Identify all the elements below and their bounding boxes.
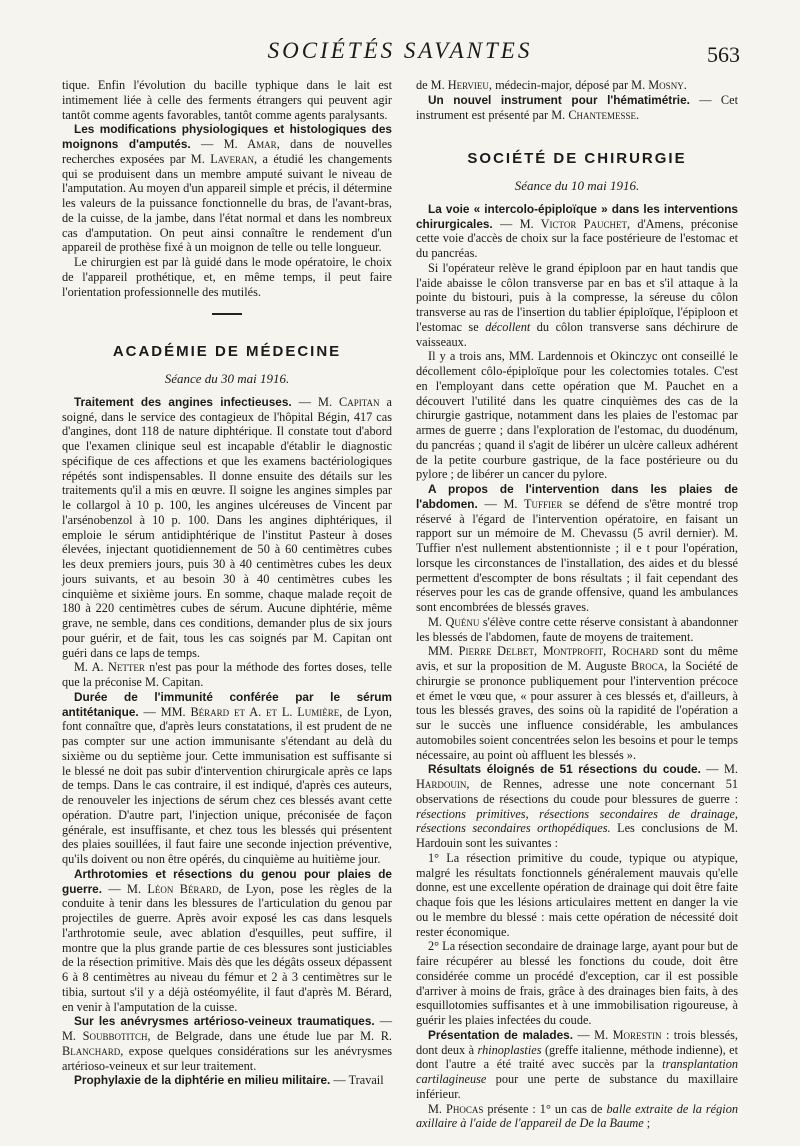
text: . <box>683 78 687 92</box>
paragraph-title: A propos de l'intervention dans les plaies de l'abdomen. <box>416 482 738 511</box>
paragraph: Le chirurgien est par là guidé dans le mode opératoire, le choix de l'appareil prothétique, et, en même temps, il peut faire l'orientation professionnelle des mutilés. <box>62 255 392 299</box>
emphasis: résections primitives, résections secondaires de drainage, résections secondaires orthopédiques. <box>416 806 738 836</box>
emphasis: balle extraite de la région axillaire à l'aide de l'appareil de De la Baume <box>416 1101 739 1131</box>
person-name: M. Victor Pauchet <box>519 216 627 231</box>
paragraph <box>62 660 392 690</box>
text: ; <box>643 1116 651 1131</box>
person-name: M. Léon Bérard <box>127 881 219 896</box>
person-name: M. Phocas <box>428 1101 484 1116</box>
person-name: M. Soubbotitch <box>62 1029 148 1043</box>
text: s'élève contre cette réserve consistant à abandonner les blessés de l'abdomen, faute de moyens de traitement. <box>416 614 738 644</box>
paragraph: Sur les anévrysmes artérioso-veineux traumatiques. — M. Soubbotitch, de Belgrade, dans une étude lue par M. R. Blanchard, expose quelques considérations sur les anévrysmes artérioso-veineux et sur leur traitement. <box>62 1014 392 1073</box>
person-name: M. Capitan <box>318 394 380 409</box>
person-name: Mosny <box>648 78 684 92</box>
person-name: Broca <box>631 659 665 673</box>
paragraph-title: Prophylaxie de la diphtérie en milieu militaire. <box>74 1073 331 1088</box>
paragraph: Durée de l'immunité conférée par le sérum antitétanique. — MM. Bérard et A. et L. Lumière, de Lyon, font connaître que, d'après leurs constatations, il est prudent de ne pas compter sur une action immunisante s'étendant au delà du sixième ou du septième jour. Cette immunisation est suffisante si le blessé ne doit pas subir d'intervention chirurgicale après ce laps de temps. Dans le cas contraire, il est indiqué, d'après ces auteurs, de renouveler les injections de sérum chez ces blessés avant cette opération. D'autre part, l'injection unique, préconisée de façon générale, est insuffisante, et chez tous les blessés qui présentent des plaies souillées, il faut faire une seconde injection préventive, qu'ils doivent ou non être opérés, du cinquième au huitième jour. <box>62 689 393 866</box>
person-name: Laveran <box>210 151 255 166</box>
person-name: Chantemesse <box>568 107 637 122</box>
paragraph: A propos de l'intervention dans les plaies de l'abdomen. — M. Tuffier se défend de s'être montré trop réservé à l'égard de l'intervention opératoire, en faisant un rapport sur un mémoire de M. Chevassu (5 avril dernier). M. Tuffier n'est nullement abstentionniste ; il e t pour l'opération, lorsque les circonstances de l'installation, des aides et du blessé permettent d'escompter de bons résultats ; il fait cependant des réserves pour les cas de grande offensive, quand les ambulances sont encombrées de blessés graves. <box>416 482 738 614</box>
person-name: M. Amar <box>223 137 277 151</box>
paragraph <box>416 261 738 350</box>
text: se défend de s'être montré trop réservé à l'égard de l'intervention opératoire, en faisant un rapport sur un mémoire de M. Chevassu (5 avril dernier). M. Tuffier n'est nullement abstentionniste ; il e t pour l'opération, lorsque les circonstances de l'installation, des aides et du blessé permettent d'escompter de bons résultats ; il fait cependant des réserves pour les cas de grande offensive, quand les ambulances sont encombrées de blessés graves. <box>416 496 738 614</box>
paragraph <box>416 78 738 93</box>
paragraph-title: Résultats éloignés de 51 résections du coude. <box>428 762 701 777</box>
person-name: M. Tuffier <box>503 496 563 511</box>
text: , a étudié les changements qui se produisent dans un membre amputé suivant le niveau de l'amputation. Au moyen d'un appareil simple et précis, il détermine les valeurs de la puissance fonctionnelle du bras, de l'avant-bras, de la cuisse, de la jambe, dans l'état normal et dans les nombreux cas d'amputation. On peut ainsi connaître le rendement d'un appareil de prothèse fixé à un moignon de telle ou telle longueur. <box>62 151 392 255</box>
paragraph <box>416 1102 738 1132</box>
text: — Cet instrument est présenté par M. <box>416 92 738 122</box>
text: , de Belgrade, dans une étude lue par M. <box>147 1029 381 1043</box>
text: — Travail <box>330 1073 384 1088</box>
text: , expose quelques considérations sur les anévrysmes artérioso-veineux et sur leur traitement. <box>62 1043 392 1073</box>
paragraph: Il y a trois ans, MM. Lardennois et Okinczyc ont conseillé le décollement côlo-épiploïque pour les colectomies totales. C'est en l'employant dans cette opération que M. Pauchet en a découvert l'utilité dans les quatre cinquièmes des cas de la chirurgie gastrique, notamment dans les plaies de l'estomac par armes de guerre ; dans l'exploration de l'estomac, du duodénum, du pancréas ; quand il s'agit de libérer un ulcère calleux adhérent de la petite courbure gastrique, de la face postérieure ou du pylore ; de libérer un cancer du pylore. <box>416 349 738 482</box>
paragraph-title: Durée de l'immunité conférée par le sérum antitétanique. <box>62 689 392 719</box>
paragraph <box>416 93 738 123</box>
paragraph-title: La voie « intercolo-épiploïque » dans les interventions chirurgicales. <box>416 201 738 231</box>
paragraph-title: Présentation de malades. <box>428 1027 573 1042</box>
paragraph-title: Sur les anévrysmes artérioso-veineux traumatiques. <box>74 1014 375 1029</box>
text: (greffe italienne, méthode indienne), et dont l'autre a été traité avec succès par la <box>416 1042 738 1072</box>
paragraph: tique. Enfin l'évolution du bacille typhique dans le lait est intimement liée à celle des ferments étrangers qui peuvent agir tantôt comme agents favorables, tantôt comme agents paralysants. <box>62 78 392 122</box>
paragraph: Présentation de malades. — M. Morestin : trois blessés, dont deux à rhinoplasties (greffe italienne, méthode indienne), et dont l'autre a été traité avec succès par la transplantation cartilagineuse pour une perte de substance du maxillaire inférieur. <box>416 1027 738 1101</box>
text: n'est pas pour la méthode des fortes doses, telle que la préconise M. Capitan. <box>62 660 393 689</box>
paragraph: Résultats éloignés de 51 résections du coude. — M. Hardouin, de Rennes, adresse une note concernant 51 observations de résections du coude pour blessures de guerre : résections primitives, résections secondaires de drainage, résections secondaires orthopédiques. Les conclusions de M. Hardouin sont les suivantes : <box>416 762 738 850</box>
divider <box>212 313 242 315</box>
text: Les conclusions de M. Hardouin sont les suivantes : <box>416 821 738 850</box>
emphasis: rhinoplasties <box>477 1042 542 1057</box>
section-title: SOCIÉTÉ DE CHIRURGIE <box>467 150 687 168</box>
text: , de Lyon, pose les règles de la conduite à tenir dans les blessures de l'articulation du genou par projectiles de guerre. Après avoir exposé les cas dans lesquels l'arthrotomie seule, avec ablation d'esquilles, peut suffire, il montre que la plus grande partie de ces blessures sont justiciables de la résection primitive. Mais dès que les dégâts osseux dépassent 6 à 8 centimètres au niveau du fémur et 2 à 3 centimètres sur le tibia, surtout s'il y a déjà ostéomyélite, il faut d'après M. Bérard, en venir à l'amputation de la cuisse. <box>62 881 392 1014</box>
person-name: Hervieu <box>447 78 489 92</box>
page-header <box>60 28 740 72</box>
text: pour une perte de substance du maxillaire inférieur. <box>416 1072 738 1101</box>
person-name: R. Blanchard <box>62 1029 392 1058</box>
text: : trois blessés, dont deux à <box>416 1027 738 1057</box>
paragraph-title: Traitement des angines infectieuses. <box>74 394 292 409</box>
text: du côlon transverse sans déchirure de vaisseaux. <box>416 319 738 349</box>
person-name: M. Quénu <box>428 614 480 629</box>
text: , de Lyon, font connaître que, d'après leurs constatations, il est prudent de ne pas compter sur une action immunisante s'étendant au delà du sixième ou du septième jour. Cette immunisation est suffisante si le blessé ne doit pas subir d'intervention chirurgicale après ce laps de temps. Dans le cas contraire, il est indiqué, d'après ces auteurs, de renouveler les injections de sérum chez ces blessés avant cette opération. D'autre part, l'injection unique, préconisée de façon générale, est insuffisante, et chez tous les blessés qui présentent des plaies souillées, il faut faire une seconde injection préventive, qu'ils doivent ou non être opérés, du cinquième au huitième jour. <box>62 704 393 866</box>
person-name: M. A. Netter <box>74 660 145 675</box>
right-column <box>416 78 738 1131</box>
list-item: 1° La résection primitive du coude, typique ou atypique, malgré les résultats fonctionnels généralement mauvais qu'elle donne, est une excellente opération de drainage qui doit être faite chaque fois que les lésions articulaires mettent en danger la vie ou le membre du blessé : mais cette opération de nécessité doit rester économique. <box>416 850 738 939</box>
text: Si l'opérateur relève le grand épiploon par en haut tandis que l'aide abaisse le côlon transverse par en bas et s'il attaque à la pointe du bistouri, puis à la compresse, la séreuse du côlon transverse au ras de l'insertion du tablier épiploïque, l'épiploon et l'estomac se <box>416 260 738 334</box>
paragraph <box>62 1073 392 1088</box>
paragraph: Les modifications physiologiques et histologiques des moignons d'amputés. — M. Amar, dans de nouvelles recherches exposées par M. Laveran, a étudié les changements qui se produisent dans un membre amputé suivant le niveau de l'amputation. Au moyen d'un appareil simple et précis, il détermine les valeurs de la puissance fonctionnelle du bras, de l'avant-bras, de la cuisse, de la jambe, dans l'état normal et dans les nombreux cas d'amputation. On peut ainsi connaître le rendement d'un appareil de prothèse fixé à un moignon de telle ou telle longueur. <box>62 122 393 255</box>
text: , dans de nouvelles recherches exposées par M. <box>62 137 393 166</box>
left-column <box>62 78 392 1088</box>
text: . <box>636 107 640 122</box>
paragraph <box>416 615 738 645</box>
text: , d'Amens, préconise cette voie d'accès de choix sur la face postérieure de l'estomac et du pancréas. <box>416 216 738 260</box>
text: , de Rennes, adresse une note concernant 51 observations de résections du coude pour blessures de guerre : <box>416 777 738 806</box>
session-date: Séance du 10 mai 1916. <box>514 178 640 193</box>
person-name: MM. Pierre Delbet, Montprofit, Rochard <box>428 644 659 659</box>
section-title: ACADÉMIE DE MÉDECINE <box>112 343 342 361</box>
page-number: 563 <box>707 42 740 67</box>
text: sont du même avis, et sur la proposition de M. Auguste <box>416 644 738 673</box>
session-date: Séance du 30 mai 1916. <box>164 371 290 386</box>
text: , la Société de chirurgie se prononce publiquement pour l'intervention précoce et émet le vœu que, « pour assurer à ces blessés et, d'ailleurs, à tous les blessés graves, des soins où la rapidité de l'opération a sur le succès une influence considérable, les ambulances automobiles soient concentrées selon les besoins et pour le temps nécessaire, au point où affluent les blessés ». <box>416 659 738 762</box>
list-item: 2° La résection secondaire de drainage large, ayant pour but de faire récupérer au blessé les fonctions du coude, doit être considérée comme un procédé d'exception, car il est possible d'arriver à moins de frais, grâce à des drainages bien faits, à des esquillotomies suffisantes et à une immobilisation rigoureuse, à guérir les plaies infectées du coude. <box>416 939 738 1027</box>
emphasis: transplantation cartilagineuse <box>416 1057 738 1086</box>
text: a soigné, dans le service des contagieux de l'hôpital Bégin, 417 cas d'angines, dont 118 de nature diphtérique. Il constate tout d'abord que l'examen clinique seul est incapable d'établir le diagnostic spécifique de ces affections et que les examens bactériologiques répétés sont indispensables. Il donne ensuite des détails sur les traitements qu'il a mis en œuvre. Il soigne les angines simples par le collargol à 10 p. 100, les angines ulcéreuses de Vincent par l'arsénobenzol à 10 p. 100. Dans les angines diphtériques, il emploie le sérum antidiphtérique de l'institut Pasteur à doses élevées, injectant quotidiennement de 50 à 60 centimètres cubes les deux premiers jours, puis 30 à 40 centimètres cubes les deux jours suivants, et au besoin 30 à 40 centimètres cubes les cinquième et sixième jours. En somme, chaque malade reçoit de 180 à 220 centimètres cubes de sérum. Aucune diphtérie, même grave, ne semble, dans ces conditions, demander plus de six jours pour guérir, et de fait, tous les cas soignés par M. Capitan ont guéri dans ce laps de temps. <box>62 394 392 660</box>
person-name: MM. Bérard et A. et L. Lumière <box>160 704 340 719</box>
text: présente : 1° un cas de <box>483 1101 607 1116</box>
running-title: SOCIÉTÉS SAVANTES <box>267 38 533 63</box>
text: de M. <box>416 78 448 92</box>
paragraph-title: Un nouvel instrument pour l'hématimétrie. <box>428 92 690 107</box>
person-name: M. Hardouin <box>416 762 738 791</box>
paragraph: Arthrotomies et résections du genou pour plaies de guerre. — M. Léon Bérard, de Lyon, pose les règles de la conduite à tenir dans les blessures de l'articulation du genou par projectiles de guerre. Après avoir exposé les cas dans lesquels l'arthrotomie seule, avec ablation d'esquilles, peut suffire, il montre que la plus grande partie de ces blessures sont justiciables de la résection primitive. Mais dès que les dégâts osseux dépassent 6 à 8 centimètres au niveau du fémur et 2 à 3 centimètres sur le tibia, surtout s'il y a déjà ostéomyélite, il faut d'après M. Bérard, en venir à l'amputation de la cuisse. <box>62 866 392 1014</box>
text: , médecin-major, déposé par M. <box>488 78 649 92</box>
paragraph-title: Les modifications physiologiques et histologiques des moignons d'amputés. <box>62 122 392 151</box>
person-name: M. Morestin <box>594 1027 662 1042</box>
emphasis: décollent <box>485 319 531 334</box>
paragraph: Traitement des angines infectieuses. — M. Capitan a soigné, dans le service des contagieux de l'hôpital Bégin, 417 cas d'angines, dont 118 de nature diphtérique. Il constate tout d'abord que l'examen clinique seul est incapable d'établir le diagnostic spécifique de ces affections et que les examens bactériologiques répétés sont indispensables. Il donne ensuite des détails sur les traitements qu'il a mis en œuvre. Il soigne les angines simples par le collargol à 10 p. 100, les angines ulcéreuses de Vincent par l'arsénobenzol à 10 p. 100. Dans les angines diphtériques, il emploie le sérum antidiphtérique de l'institut Pasteur à doses élevées, injectant quotidiennement de 50 à 60 centimètres cubes les deux premiers jours, puis 30 à 40 centimètres cubes les deux jours suivants, et au besoin 30 à 40 centimètres cubes les cinquième et sixième jours. En somme, chaque malade reçoit de 180 à 220 centimètres cubes de sérum. Aucune diphtérie, même grave, ne semble, dans ces conditions, demander plus de six jours pour guérir, et de fait, tous les cas soignés par M. Capitan ont guéri dans ce laps de temps. <box>62 394 392 660</box>
paragraph-title: Arthrotomies et résections du genou pour plaies de guerre. <box>62 866 392 896</box>
paragraph: La voie « intercolo-épiploïque » dans les interventions chirurgicales. — M. Victor Pauchet, d'Amens, préconise cette voie d'accès de choix sur la face postérieure de l'estomac et du pancréas. <box>416 201 738 260</box>
paragraph <box>416 644 738 762</box>
